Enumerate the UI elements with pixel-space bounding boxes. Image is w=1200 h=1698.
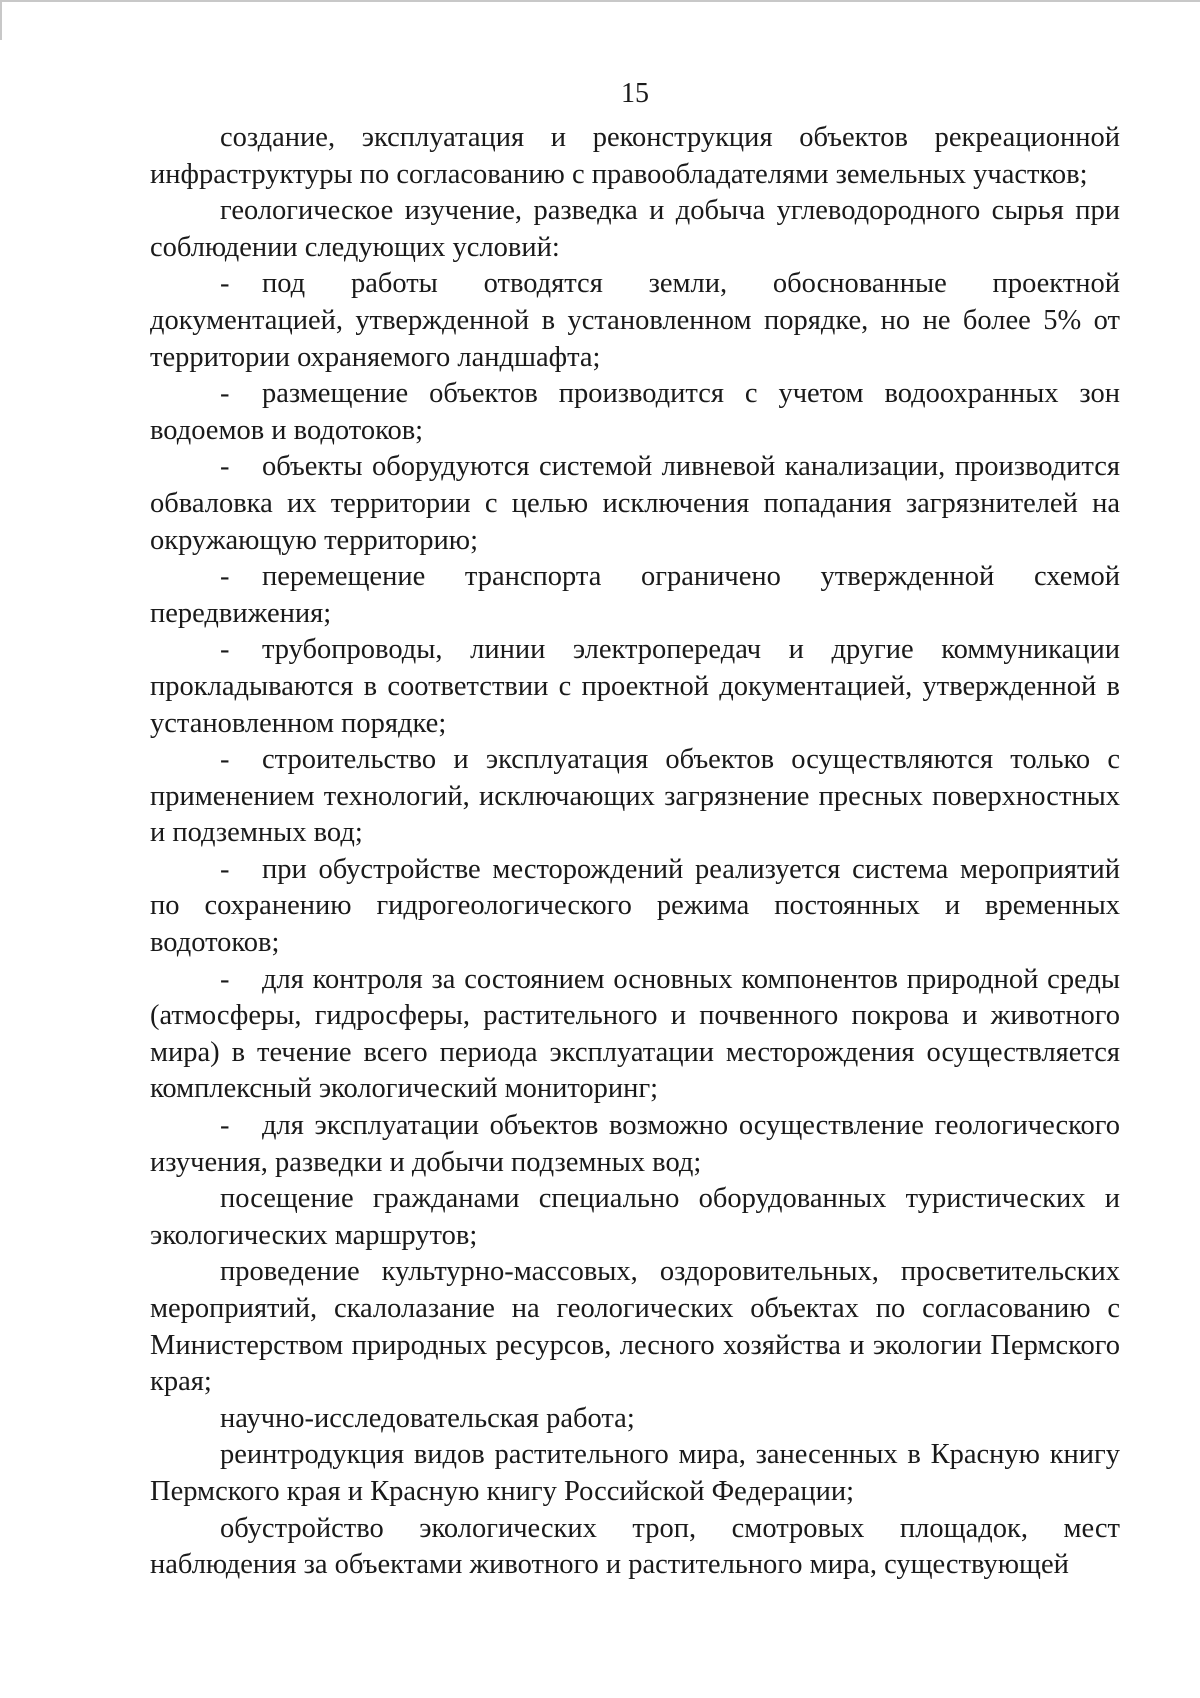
bullet-item <box>150 559 1120 632</box>
bullet-dash: - <box>220 853 230 885</box>
bullet-item <box>150 742 1120 852</box>
bullet-dash: - <box>220 634 230 666</box>
bullet-item <box>150 962 1120 1108</box>
bullet-item <box>150 449 1120 559</box>
bullet-text: под работы отводятся земли, обоснованные проектной документацией, утвержденной в установленном порядке, но не более 5% от территории охраняемого ландшафта; <box>150 268 1120 373</box>
bullet-dash: - <box>220 561 230 593</box>
bullet-text: размещение объектов производится с учетом водоохранных зон водоемов и водотоков; <box>150 378 1120 446</box>
bullet-item <box>150 1108 1120 1181</box>
paragraph: обустройство экологических троп, смотровых площадок, мест наблюдения за объектами животного и растительного мира, существующей <box>150 1512 1120 1581</box>
bullet-text: при обустройстве месторождений реализуется система мероприятий по сохранению гидрогеологического режима постоянных и временных водотоков; <box>150 853 1120 959</box>
paragraph: реинтродукция видов растительного мира, занесенных в Красную книгу Пермского края и Красную книгу Российской Федерации; <box>150 1439 1120 1507</box>
bullet-text: строительство и эксплуатация объектов осуществляются только с применением технологий, исключающих загрязнение пресных поверхностных и подземных вод; <box>150 744 1120 849</box>
paragraph: посещение гражданами специально оборудованных туристических и экологических маршрутов; <box>150 1183 1120 1251</box>
bullet-text: трубопроводы, линии электропередач и другие коммуникации прокладываются в соответствии с проектной документацией, утвержденной в установленном порядке; <box>150 634 1120 739</box>
bullet-dash: - <box>220 744 230 776</box>
bullet-text: для контроля за состоянием основных компонентов природной среды (атмосферы, гидросферы, растительного и почвенного покрова и животного мира) в течение всего периода эксплуатации месторождения осуществляется комплексный экологический мониторинг; <box>150 963 1120 1105</box>
paragraph: геологическое изучение, разведка и добыча углеводородного сырья при соблюдении следующих условий: <box>150 195 1120 263</box>
bullet-dash: - <box>220 378 230 410</box>
bullet-item <box>150 852 1120 962</box>
bullet-dash: - <box>220 268 230 300</box>
bullet-text: объекты оборудуются системой ливневой канализации, производится обваловка их территории с целью исключения попадания загрязнителей на окружающую территорию; <box>150 451 1120 556</box>
bullet-dash: - <box>220 451 230 483</box>
document-body <box>150 120 1120 1584</box>
scan-edge-left <box>0 0 2 40</box>
bullet-item <box>150 632 1120 742</box>
bullet-item <box>150 376 1120 449</box>
paragraph: создание, эксплуатация и реконструкция объектов рекреационной инфраструктуры по согласованию с правообладателями земельных участков; <box>150 122 1120 190</box>
bullet-text: для эксплуатации объектов возможно осуществление геологического изучения, разведки и добычи подземных вод; <box>150 1110 1120 1178</box>
bullet-dash: - <box>220 1110 230 1142</box>
bullet-item <box>150 266 1120 376</box>
paragraph: проведение культурно-массовых, оздоровительных, просветительских мероприятий, скалолазание на геологических объектах по согласованию с Министерством природных ресурсов, лесного хозяйства и экологии Пермского края; <box>150 1256 1120 1398</box>
scan-edge-top <box>0 0 1200 2</box>
page-number: 15 <box>621 78 649 109</box>
paragraph: научно-исследовательская работа; <box>220 1402 635 1434</box>
bullet-dash: - <box>220 963 230 995</box>
bullet-text: перемещение транспорта ограничено утвержденной схемой передвижения; <box>150 561 1120 629</box>
